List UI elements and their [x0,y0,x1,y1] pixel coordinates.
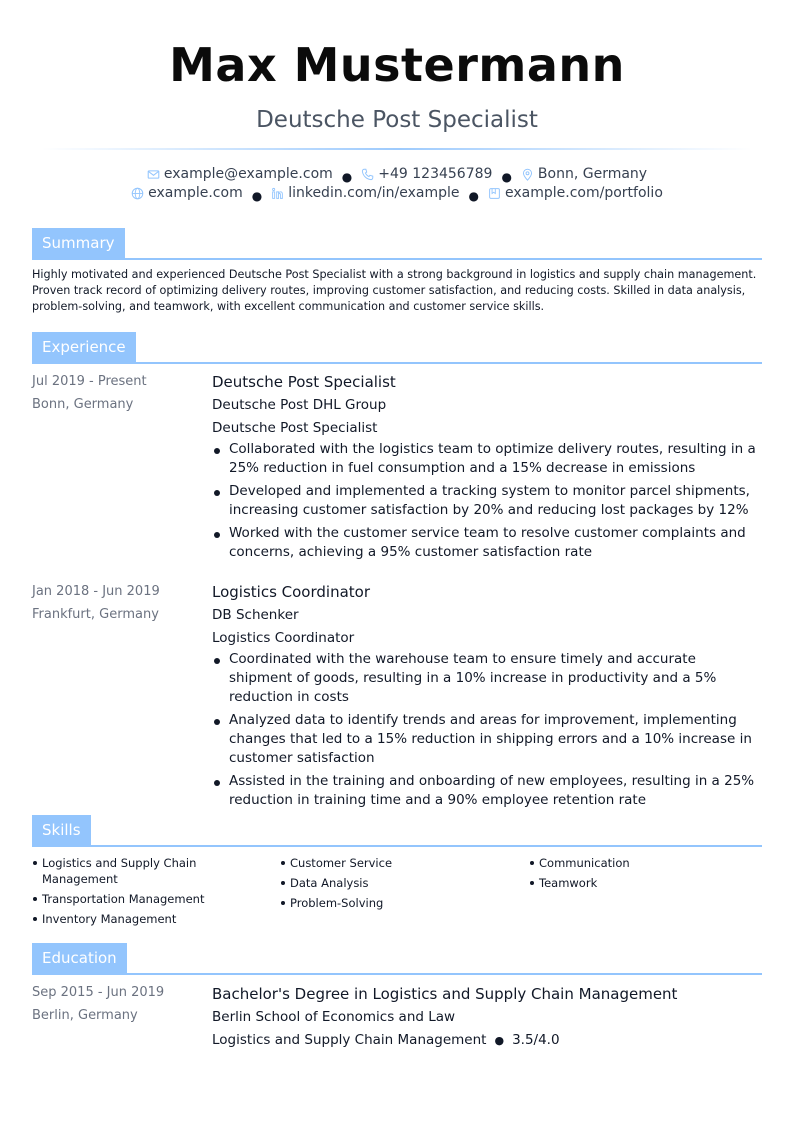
skill-item: Customer Service [280,855,480,871]
education-1-degree: Bachelor's Degree in Logistics and Supply Chain Management [212,985,678,1003]
separator-dot: ● [341,169,353,184]
education-1-meta [32,981,164,1027]
section-education-title: Education [32,943,127,973]
contact-email[interactable] [147,166,333,182]
contact-row-secondary [0,185,794,204]
education-1-details [212,982,762,1052]
section-experience-header [32,332,762,364]
list-item: Analyzed data to identify trends and areas for improvement, implementing changes that led to a 15% reduction in shipping errors and a 10% increase in customer satisfaction [212,711,762,768]
section-education-header [32,943,762,975]
section-skills-header [32,815,762,847]
list-item: Assisted in the training and onboarding of new employees, resulting in a 25% reduction in training time and a 90% employee retention rate [212,772,762,810]
skill-item: Transportation Management [32,891,232,907]
summary-text: Highly motivated and experienced Deutsche Post Specialist with a strong background in logistics and supply chain management. Proven track record of optimizing delivery routes, improving customer satisfaction, and reducing costs. Skilled in data analysis, problem-solving, and teamwork, with excellent communication and customer service skills. [32,268,757,313]
section-experience-title: Experience [32,332,136,362]
contact-location [521,166,647,182]
separator-dot: ● [251,188,263,203]
job-title-heading: Deutsche Post Specialist [256,107,538,133]
list-item: Developed and implemented a tracking system to monitor parcel shipments, increasing customer satisfaction by 20% and reducing lost packages by 12% [212,482,762,520]
separator-dot: ● [494,1034,505,1047]
separator-dot: ● [468,188,480,203]
job-1-bullets [212,440,762,562]
contact-portfolio-text: example.com/portfolio [505,185,663,201]
education-1-dates: Sep 2015 - Jun 2019 [32,985,165,1000]
contact-website[interactable] [131,185,243,201]
contact-row-primary [0,166,794,185]
separator-dot: ● [501,169,512,184]
portfolio-icon [488,187,501,200]
education-1-field: Logistics and Supply Chain Management [212,1032,487,1048]
contact-phone-text: +49 123456789 [378,166,493,182]
candidate-name: Max Mustermann [169,38,625,92]
section-summary-header [32,228,762,260]
job-1-company: Deutsche Post DHL Group [212,397,387,413]
list-item: Worked with the customer service team to resolve customer complaints and concerns, achieving a 95% customer satisfaction rate [212,524,762,562]
phone-icon [361,168,374,181]
contact-linkedin-text: linkedin.com/in/example [288,185,460,201]
job-2-meta [32,580,160,626]
contact-location-text: Bonn, Germany [537,166,648,182]
job-1-role: Deutsche Post Specialist [212,420,378,436]
job-2-company: DB Schenker [212,607,299,623]
job-2-bullets [212,650,762,810]
skill-item: Inventory Management [32,911,232,927]
list-item: Coordinated with the warehouse team to ensure timely and accurate shipment of goods, resulting in a 10% increase in productivity and a 5% reduction in costs [212,650,762,707]
skill-item: Logistics and Supply Chain Management [32,855,232,887]
contact-linkedin[interactable] [271,185,459,201]
section-summary-title: Summary [32,228,125,258]
job-2-dates: Jan 2018 - Jun 2019 [32,584,160,599]
skills-column-3 [529,855,729,895]
job-2-location: Frankfurt, Germany [32,607,159,622]
header-divider [42,148,752,150]
contact-website-text: example.com [148,185,243,201]
job-1-location: Bonn, Germany [32,397,134,412]
skill-item: Problem-Solving [280,895,480,911]
job-2-role: Logistics Coordinator [212,630,355,646]
job-1-details [212,370,762,566]
section-skills-title: Skills [32,815,91,845]
contact-email-text: example@example.com [163,166,333,182]
list-item: Collaborated with the logistics team to optimize delivery routes, resulting in a 25% reduction in fuel consumption and a 15% decrease in emissions [212,440,762,478]
contact-portfolio[interactable] [488,185,663,201]
skill-item: Data Analysis [280,875,480,891]
skill-item: Communication [529,855,729,871]
skills-column-2 [280,855,480,915]
linkedin-icon [271,187,284,200]
education-1-field-row [212,1029,762,1052]
globe-icon [131,187,144,200]
job-1-meta [32,370,147,416]
job-2-title: Logistics Coordinator [212,583,370,601]
education-1-gpa: 3.5/4.0 [512,1032,560,1048]
job-1-dates: Jul 2019 - Present [32,374,147,389]
skills-column-1 [32,855,232,931]
job-2-details [212,580,762,814]
skill-item: Teamwork [529,875,729,891]
mail-icon [147,168,160,181]
location-pin-icon [521,168,534,181]
contact-phone[interactable] [361,166,492,182]
education-1-location: Berlin, Germany [32,1008,138,1023]
education-1-school: Berlin School of Economics and Law [212,1009,456,1025]
job-1-title: Deutsche Post Specialist [212,373,396,391]
